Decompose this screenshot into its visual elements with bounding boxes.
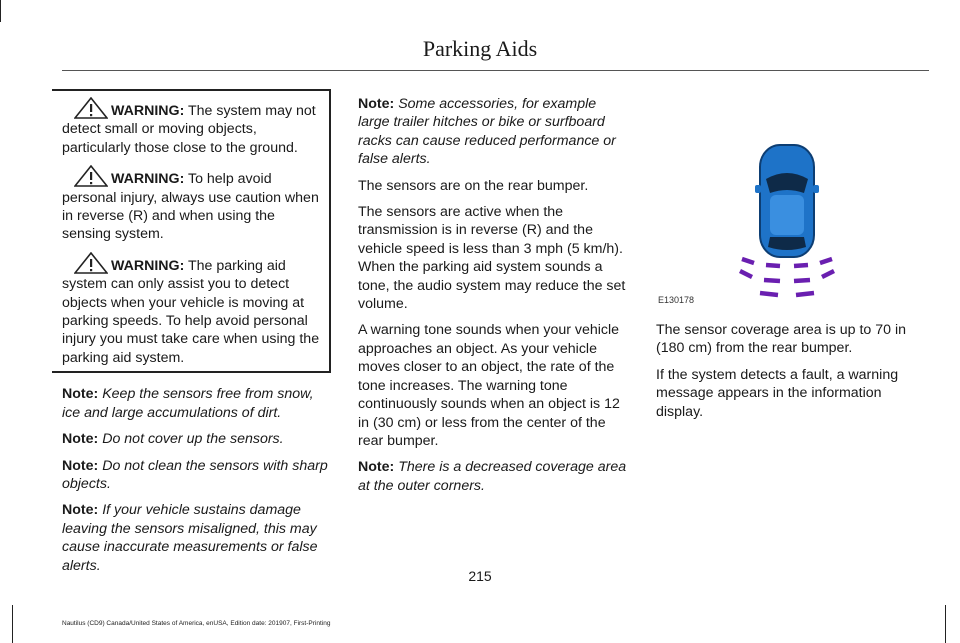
header-rule (62, 70, 929, 71)
paragraph: If the system detects a fault, a warning message appears in the information display. (656, 366, 899, 420)
warning-triangle-icon (74, 165, 108, 187)
warning-text: The parking aid system can only assist you to detect objects when your vehicle is moving at parking speeds. To help avoid personal injury you must take care when using the parking aid system. (62, 257, 320, 366)
warning-box (52, 89, 331, 373)
column-right (656, 95, 928, 429)
note: Note: Do not clean the sensors with sharp objects. (62, 457, 328, 492)
paragraph: A warning tone sounds when your vehicle approaches an object. As your vehicle moves closer to an object, the rate of the tone increases. The warning tone continuously sounds when an object is 12 in (30 cm) or less from the center of the rear bumper. (358, 322, 620, 449)
warning-triangle-icon (74, 97, 108, 119)
warning-item (62, 97, 325, 157)
column-middle (358, 95, 630, 503)
warning-text: To help avoid personal injury, always use caution when in reverse (R) and when using the sensing system. (62, 171, 319, 243)
figure-id: E130178 (658, 295, 695, 305)
paragraph: The sensor coverage area is up to 70 in (180 cm) from the rear bumper. (656, 322, 907, 357)
warning-item (62, 252, 325, 367)
crop-mark (0, 0, 1, 22)
edition-footer: Nautilus (CD9) Canada/United States of America, enUSA, Edition date: 201907, First-Printing (62, 620, 331, 627)
warning-label: WARNING: (111, 171, 185, 188)
note: Note: If your vehicle sustains damage leaving the sensors misaligned, this may cause inaccurate measurements or false alerts. (62, 502, 318, 574)
warning-triangle-icon (74, 252, 108, 274)
car-top-view-illustration (656, 141, 926, 311)
column-left (62, 95, 334, 583)
note: Note: Keep the sensors free from snow, ice and large accumulations of dirt. (62, 386, 314, 421)
warning-item (62, 165, 325, 244)
sensor-arcs-icon (740, 259, 834, 295)
crop-mark (945, 605, 946, 643)
warning-label: WARNING: (111, 103, 185, 119)
page-number: 215 (468, 568, 492, 584)
paragraph: The sensors are on the rear bumper. (358, 177, 589, 194)
page-title: Parking Aids (422, 36, 538, 61)
note: Note: Some accessories, for example large trailer hitches or bike or surfboard racks can cause reduced performance or false alerts. (358, 96, 616, 168)
crop-mark (12, 605, 13, 643)
parking-sensor-figure (656, 141, 926, 311)
note: Note: There is a decreased coverage area at the outer corners. (358, 459, 627, 494)
note: Note: Do not cover up the sensors. (62, 431, 284, 448)
warning-label: WARNING: (111, 257, 185, 274)
warning-text: The system may not detect small or moving objects, particularly those close to the ground. (62, 103, 316, 156)
paragraph: The sensors are active when the transmission is in reverse (R) and the vehicle speed is less than 3 mph (5 km/h). When the parking aid system sounds a tone, the audio system may reduce the set volume. (358, 204, 626, 313)
